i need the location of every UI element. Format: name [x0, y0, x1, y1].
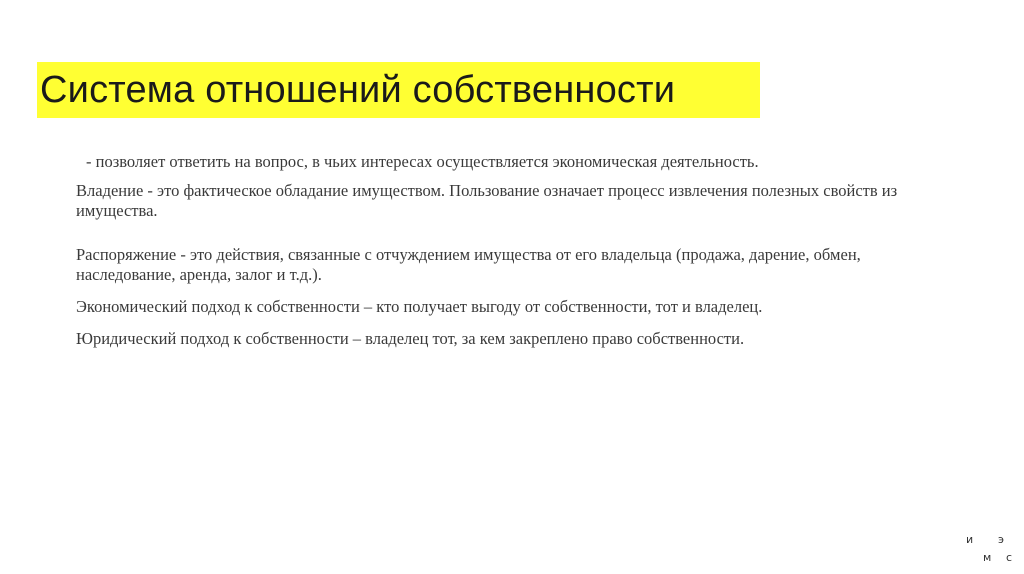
slide-title: Система отношений собственности — [40, 69, 676, 111]
paragraph-disposal: Распоряжение - это действия, связанные с отчуждением имущества от его владельца (продажа, дарение, обмен, наследование, аренда, залог и т.д.). — [76, 245, 861, 284]
institute-logo — [966, 533, 1016, 567]
paragraph-possession-use: Владение - это фактическое обладание имуществом. Пользование означает процесс извлечения полезных свойств из имущества. — [76, 181, 898, 220]
paragraph-economic-approach: Экономический подход к собственности – кто получает выгоду от собственности, тот и владелец. — [76, 297, 763, 316]
slide-content — [76, 152, 956, 349]
paragraph-legal-approach: Юридический подход к собственности – владелец тот, за кем закреплено право собственности. — [76, 329, 745, 348]
logo-letter: и — [966, 533, 974, 546]
paragraph-purpose: - позволяет ответить на вопрос, в чьих интересах осуществляется экономическая деятельность. — [86, 152, 759, 171]
logo-letter: м — [983, 551, 992, 564]
logo-letter: э — [998, 533, 1005, 546]
logo-letter: с — [1006, 551, 1013, 564]
